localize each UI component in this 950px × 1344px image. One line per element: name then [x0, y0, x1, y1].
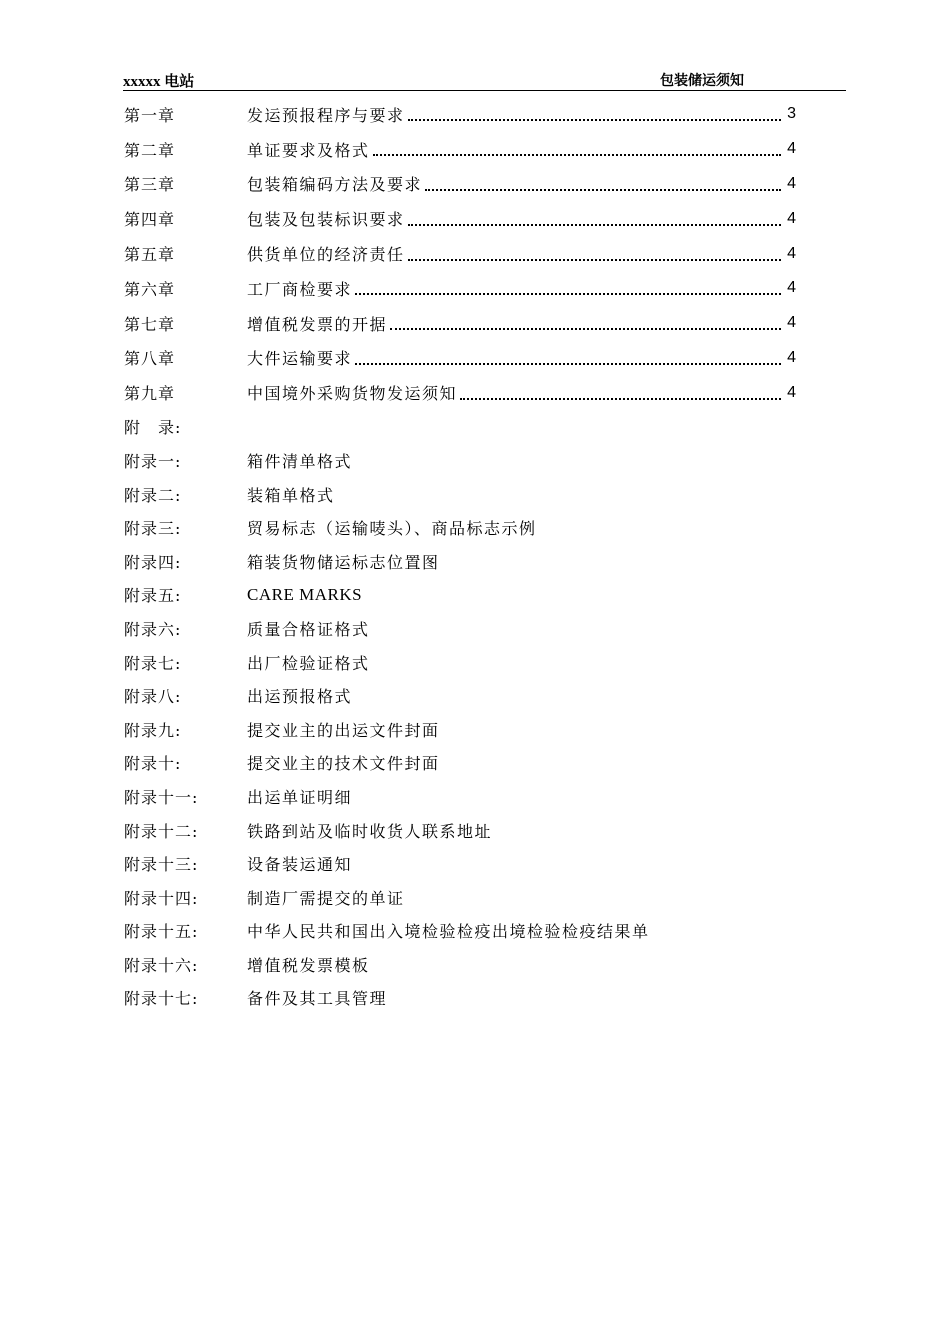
appendix-label: 附录一:	[124, 451, 182, 471]
toc-page-number: 4	[787, 244, 796, 262]
appendix-entry[interactable]	[124, 544, 796, 578]
toc-chapter-title: 发运预报程序与要求	[247, 105, 405, 125]
toc-chapter-title: 大件运输要求	[247, 349, 353, 369]
appendix-title: 装箱单格式	[247, 485, 335, 505]
appendix-title: 出厂检验证格式	[247, 653, 370, 673]
appendix-label: 附录十七:	[124, 989, 199, 1009]
toc-entry[interactable]	[124, 236, 796, 271]
appendix-title: 箱装货物储运标志位置图	[247, 552, 440, 572]
toc-chapter-label: 第七章	[124, 314, 176, 334]
appendix-title: 备件及其工具管理	[247, 989, 388, 1009]
toc-entry[interactable]	[124, 97, 796, 132]
appendix-entry[interactable]	[124, 612, 796, 646]
toc-page-number: 4	[787, 348, 796, 366]
toc-entry[interactable]	[124, 341, 796, 376]
appendix-title: 出运预报格式	[247, 687, 353, 707]
appendix-label: 附录十六:	[124, 955, 199, 975]
appendix-entry[interactable]	[124, 645, 796, 679]
appendix-title: CARE MARKS	[247, 584, 363, 604]
appendix-label: 附录九:	[124, 720, 182, 740]
appendix-entry[interactable]	[124, 444, 796, 478]
toc-entry[interactable]	[124, 271, 796, 306]
appendix-label: 附录十三:	[124, 855, 199, 875]
toc-chapter-title: 包装箱编码方法及要求	[247, 175, 423, 195]
toc-chapter-label: 第一章	[124, 105, 176, 125]
appendix-label: 附录十一:	[124, 787, 199, 807]
toc-dot-leader	[460, 398, 781, 400]
toc-dot-leader	[355, 363, 781, 365]
appendix-entry[interactable]	[124, 880, 796, 914]
toc-chapter-label: 第五章	[124, 245, 176, 265]
toc-entry[interactable]	[124, 201, 796, 236]
toc-page-number: 4	[787, 383, 796, 401]
toc-dot-leader	[373, 154, 781, 156]
toc-entry[interactable]	[124, 167, 796, 202]
toc-chapter-title: 中国境外采购货物发运须知	[247, 384, 458, 404]
appendix-entry[interactable]	[124, 578, 796, 612]
toc-chapter-label: 第二章	[124, 140, 176, 160]
toc-page-number: 3	[787, 105, 796, 123]
toc-chapter-title: 包装及包装标识要求	[247, 210, 405, 230]
appendix-label: 附录二:	[124, 485, 182, 505]
appendix-label: 附录三:	[124, 519, 182, 539]
appendix-title: 提交业主的出运文件封面	[247, 720, 440, 740]
appendix-entry[interactable]	[124, 981, 796, 1015]
toc-page-number: 4	[787, 314, 796, 332]
appendix-title: 铁路到站及临时收货人联系地址	[247, 821, 493, 841]
appendix-entry[interactable]	[124, 746, 796, 780]
toc-chapter-label: 第三章	[124, 175, 176, 195]
appendix-title: 出运单证明细	[247, 787, 353, 807]
toc-chapter-label: 第四章	[124, 210, 176, 230]
appendix-label: 附录八:	[124, 687, 182, 707]
header-document-title: 包装储运须知	[660, 73, 744, 89]
appendix-title: 贸易标志（运输唛头）、商品标志示例	[247, 519, 537, 539]
toc-page-number: 4	[787, 209, 796, 227]
appendix-label: 附录十四:	[124, 888, 199, 908]
appendix-title: 设备装运通知	[247, 855, 353, 875]
toc-chapter-title: 工厂商检要求	[247, 279, 353, 299]
toc-dot-leader	[408, 259, 781, 261]
appendix-entry[interactable]	[124, 948, 796, 982]
toc-page-number: 4	[787, 140, 796, 158]
appendix-entry[interactable]	[124, 847, 796, 881]
toc-chapter-label: 第八章	[124, 349, 176, 369]
toc-chapter-title: 供货单位的经济责任	[247, 245, 405, 265]
toc-dot-leader	[390, 328, 781, 330]
appendix-entry[interactable]	[124, 780, 796, 814]
appendix-entry[interactable]	[124, 813, 796, 847]
header-station-name: xxxxx 电站	[123, 74, 195, 90]
appendix-entry[interactable]	[124, 477, 796, 511]
appendix-title: 提交业主的技术文件封面	[247, 754, 440, 774]
toc-page-number: 4	[787, 174, 796, 192]
toc-entry[interactable]	[124, 132, 796, 167]
toc-page-number: 4	[787, 279, 796, 297]
appendix-entry[interactable]	[124, 914, 796, 948]
toc-dot-leader	[408, 119, 781, 121]
toc-dot-leader	[425, 189, 781, 191]
toc-dot-leader	[408, 224, 781, 226]
appendix-title: 制造厂需提交的单证	[247, 888, 405, 908]
appendix-heading-text: 附 录:	[124, 418, 182, 438]
appendix-label: 附录五:	[124, 586, 182, 606]
appendix-heading	[124, 410, 796, 444]
appendix-title: 质量合格证格式	[247, 619, 370, 639]
toc-chapter-label: 第六章	[124, 279, 176, 299]
appendix-entry[interactable]	[124, 712, 796, 746]
table-of-contents	[124, 97, 796, 1015]
appendix-entry[interactable]	[124, 511, 796, 545]
appendix-title: 中华人民共和国出入境检验检疫出境检验检疫结果单	[247, 922, 650, 942]
appendix-entry[interactable]	[124, 679, 796, 713]
appendix-title: 增值税发票模板	[247, 955, 370, 975]
page-header	[123, 68, 846, 91]
toc-chapter-title: 增值税发票的开据	[247, 314, 388, 334]
appendix-label: 附录六:	[124, 619, 182, 639]
appendix-label: 附录十:	[124, 754, 182, 774]
appendix-label: 附录十二:	[124, 821, 199, 841]
toc-entry[interactable]	[124, 306, 796, 341]
toc-chapter-title: 单证要求及格式	[247, 140, 370, 160]
toc-chapter-label: 第九章	[124, 384, 176, 404]
appendix-label: 附录四:	[124, 552, 182, 572]
toc-dot-leader	[355, 293, 781, 295]
appendix-label: 附录七:	[124, 653, 182, 673]
appendix-title: 箱件清单格式	[247, 451, 353, 471]
appendix-label: 附录十五:	[124, 922, 199, 942]
toc-entry[interactable]	[124, 375, 796, 410]
